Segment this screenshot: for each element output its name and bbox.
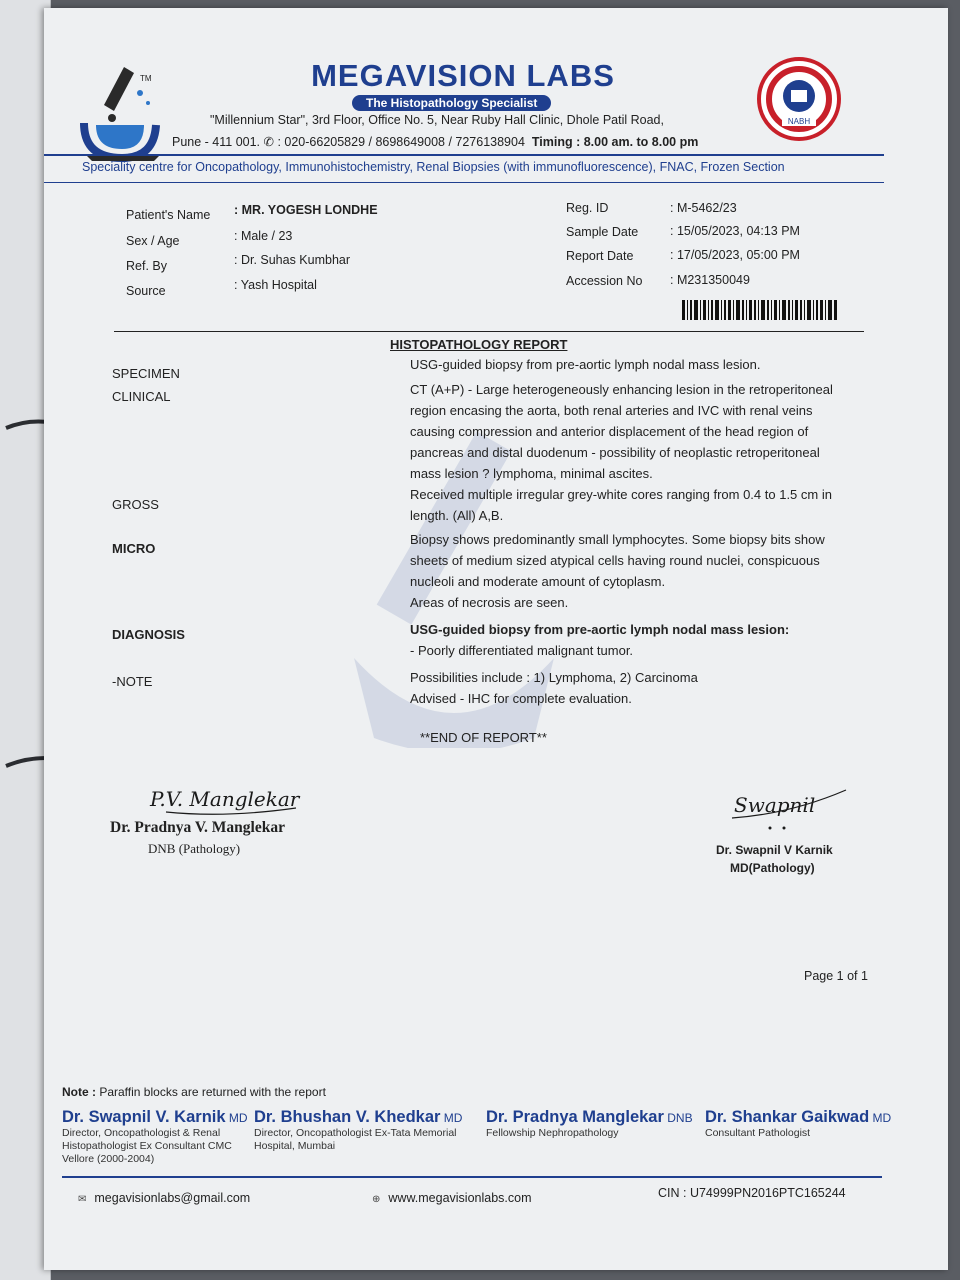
clinical-text <box>410 379 880 484</box>
footer-doctor-name: Dr. Shankar Gaikwad <box>705 1108 870 1126</box>
footer-doctor-desc: Consultant Pathologist <box>705 1127 811 1139</box>
lab-name: MEGAVISION LABS <box>311 58 615 93</box>
reg-id-label: Reg. ID <box>566 201 609 215</box>
clinical-label: CLINICAL <box>112 389 171 404</box>
patient-name: : MR. YOGESH LONDHE <box>234 203 378 217</box>
header-divider <box>44 154 884 156</box>
diagnosis-label: DIAGNOSIS <box>112 627 185 642</box>
barcode-icon <box>682 300 838 320</box>
footer-note-text: Paraffin blocks are returned with the report <box>96 1085 326 1099</box>
footer-doctor-desc: Histopathologist Ex Consultant CMC <box>62 1140 232 1152</box>
nabh-accreditation-badge-icon <box>756 56 842 142</box>
note-label-text: NOTE <box>116 674 153 689</box>
footer-doctor <box>254 1108 462 1153</box>
note-line: Possibilities include : 1) Lymphoma, 2) Carcinoma <box>410 670 698 685</box>
footer-doctor <box>62 1108 248 1166</box>
footer-doctor-desc: Hospital, Mumbai <box>254 1140 336 1152</box>
note-label: -NOTE <box>112 674 153 689</box>
right-signatory-name: Dr. Swapnil V Karnik <box>716 843 833 857</box>
footer-doctor-name: Dr. Bhushan V. Khedkar <box>254 1108 441 1126</box>
accession-label: Accession No <box>566 274 643 288</box>
footer-note <box>62 1085 326 1099</box>
footer-website-text: www.megavisionlabs.com <box>388 1191 532 1205</box>
right-signature-icon <box>730 784 850 834</box>
clinical-line: mass lesion ? lymphoma, minimal ascites. <box>410 466 653 481</box>
footer-website[interactable] <box>372 1191 532 1205</box>
footer-email-text: megavisionlabs@gmail.com <box>94 1191 251 1205</box>
reg-id: : M-5462/23 <box>670 201 737 215</box>
micro-line: Biopsy shows predominantly small lymphocytes. Some biopsy bits show <box>410 532 825 547</box>
footer-doctor-desc: Fellowship Nephropathology <box>486 1127 619 1139</box>
left-signature-icon <box>146 778 306 822</box>
mail-icon: ✉ <box>78 1194 87 1205</box>
left-signature-text: P.V. Manglekar <box>150 787 300 811</box>
patient-name-label: Patient's Name <box>126 208 211 222</box>
sex-age: : Male / 23 <box>234 229 293 243</box>
footer-doctor-degree: MD <box>869 1111 892 1125</box>
gross-line: Received multiple irregular grey-white cores ranging from 0.4 to 1.5 cm in <box>410 487 832 502</box>
right-signature-text: Swapnil <box>734 793 816 817</box>
micro-line: nucleoli and moderate amount of cytoplasm. <box>410 574 666 589</box>
footer-doctor-desc: Vellore (2000-2004) <box>62 1153 155 1165</box>
lab-timing: Timing : 8.00 am. to 8.00 pm <box>531 135 699 149</box>
address-line-1: "Millennium Star", 3rd Floor, Office No. 5, Near Ruby Hall Clinic, Dhole Patil Road, <box>210 113 664 127</box>
source: : Yash Hospital <box>234 278 317 292</box>
specimen-label: SPECIMEN <box>112 366 180 381</box>
footer-doctor-desc: Director, Oncopathologist Ex-Tata Memorial <box>254 1127 457 1139</box>
footer-doctor-degree: DNB <box>663 1111 693 1125</box>
footer-cin: CIN : U74999PN2016PTC165244 <box>658 1186 846 1200</box>
header-divider-2 <box>44 182 884 183</box>
source-label: Source <box>126 284 166 298</box>
left-signatory-degree: DNB (Pathology) <box>148 841 241 856</box>
end-of-report: **END OF REPORT** <box>420 730 547 745</box>
nabh-text: NABH <box>787 117 811 126</box>
note-line: Advised - IHC for complete evaluation. <box>410 691 632 706</box>
report-date-label: Report Date <box>566 249 634 263</box>
note-text <box>410 667 880 709</box>
footer-email[interactable] <box>78 1191 250 1205</box>
sample-date: : 15/05/2023, 04:13 PM <box>670 224 800 238</box>
lab-tagline: The Histopathology Specialist <box>352 95 551 111</box>
footer-doctor-degree: MD <box>440 1111 463 1125</box>
diagnosis-heading: USG-guided biopsy from pre-aortic lymph nodal mass lesion: <box>410 622 790 637</box>
ref-by: : Dr. Suhas Kumbhar <box>234 253 351 267</box>
left-signatory-name: Dr. Pradnya V. Manglekar <box>110 819 285 836</box>
report-date: : 17/05/2023, 05:00 PM <box>670 248 800 262</box>
footer-doctor-desc: Director, Oncopathologist & Renal <box>62 1127 221 1139</box>
page-number: Page 1 of 1 <box>804 969 868 983</box>
address-line-2 <box>172 134 698 149</box>
accession-no: : M231350049 <box>670 273 750 287</box>
footer-doctor <box>486 1108 693 1140</box>
specimen-text: USG-guided biopsy from pre-aortic lymph nodal mass lesion. <box>410 357 761 372</box>
footer-note-label: Note : <box>62 1085 96 1099</box>
globe-icon: ⊕ <box>372 1194 381 1205</box>
footer-doctor-name: Dr. Swapnil V. Karnik <box>62 1108 226 1126</box>
ref-by-label: Ref. By <box>126 259 167 273</box>
footer-doctor-degree: MD <box>225 1111 248 1125</box>
right-signatory-degree: MD(Pathology) <box>730 861 815 875</box>
diagnosis-text <box>410 619 880 661</box>
gross-label: GROSS <box>112 497 159 512</box>
footer-divider <box>62 1176 882 1178</box>
clinical-line: region encasing the aorta, both renal arteries and IVC with renal veins <box>410 403 813 418</box>
address-phones: Pune - 411 001. ✆ : 020-66205829 / 8698649008 / 7276138904 <box>172 135 525 149</box>
speciality-line: Speciality centre for Oncopathology, Immunohistochemistry, Renal Biopsies (with immunofluorescence), FNAC, Frozen Section <box>82 160 785 174</box>
micro-line: Areas of necrosis are seen. <box>410 595 569 610</box>
gross-line: length. (All) A,B. <box>410 508 504 523</box>
clinical-line: CT (A+P) - Large heterogeneously enhancing lesion in the retroperitoneal <box>410 382 833 397</box>
diagnosis-line: - Poorly differentiated malignant tumor. <box>410 643 634 658</box>
micro-label: MICRO <box>112 541 156 556</box>
gross-text <box>410 484 880 526</box>
clinical-line: pancreas and distal duodenum - possibility of neoplastic retroperitoneal <box>410 445 820 460</box>
report-page <box>44 8 948 1270</box>
sex-age-label: Sex / Age <box>126 234 180 248</box>
footer-doctor-name: Dr. Pradnya Manglekar <box>486 1108 664 1126</box>
microscope-flask-logo-icon <box>74 63 169 163</box>
trademark-mark: TM <box>140 74 152 83</box>
clinical-line: causing compression and anterior displacement of the head region of <box>410 424 809 439</box>
info-divider <box>114 331 864 332</box>
micro-line: sheets of medium sized atypical cells having round nuclei, conspicuous <box>410 553 820 568</box>
footer-doctor <box>705 1108 891 1140</box>
report-title: HISTOPATHOLOGY REPORT <box>390 337 568 352</box>
micro-text <box>410 529 880 613</box>
sample-date-label: Sample Date <box>566 225 639 239</box>
